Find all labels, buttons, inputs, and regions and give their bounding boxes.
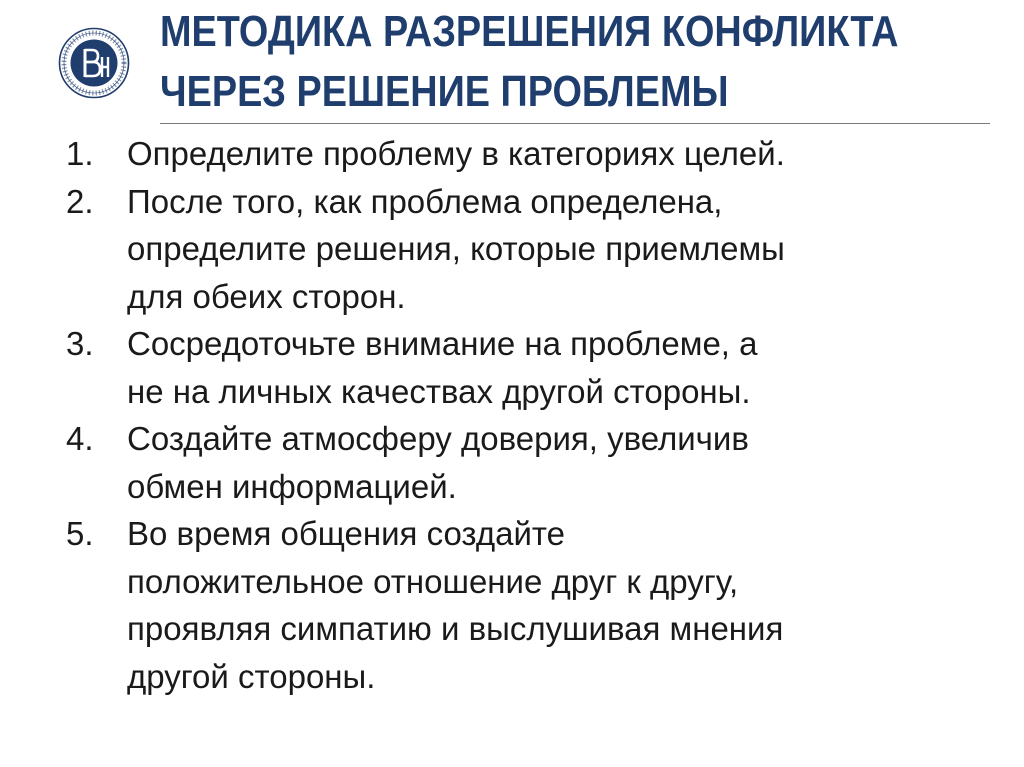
list-item-line: положительное отношение друг к другу, [127,562,739,600]
list-item-line: Создайте атмосферу доверия, увеличив [127,420,749,457]
list-item-3 [66,320,966,415]
slide-title-line-1: МЕТОДИКА РАЗРЕШЕНИЯ КОНФЛИКТА [160,7,899,56]
university-logo [58,27,130,99]
list-item-number: 3. [66,325,94,362]
list-item-line: обмен информацией. [127,467,457,505]
slide-title-line-2: ЧЕРЕЗ РЕШЕНИЕ ПРОБЛЕМЫ [160,67,729,116]
list-item-number: 1. [66,135,94,172]
list-item-line: определите решения, которые приемлемы [127,230,785,267]
list-item-line: проявляя симпатию и выслушивая мнения [127,610,784,647]
list-item-line: другой стороны. [127,657,376,695]
title-divider [160,123,990,124]
list-item-line: для обеих сторон. [127,277,406,315]
slide-title [160,2,899,122]
list-item-line: Определите проблему в категориях целей. [127,135,785,172]
list-item-line: Сосредоточьте внимание на проблеме, а [127,325,758,362]
list-item-line: После того, как проблема определена, [127,182,723,220]
list-item-line: не на личных качествах другой стороны. [127,372,751,410]
list-item-5 [66,510,966,700]
list-item-2 [66,178,966,321]
list-item-1 [66,130,966,178]
list-item-number: 2. [66,182,94,220]
numbered-list [66,130,966,700]
list-item-number: 5. [66,515,94,552]
list-item-line: Во время общения создайте [127,515,565,552]
list-item-number: 4. [66,420,94,457]
list-item-4 [66,415,966,510]
